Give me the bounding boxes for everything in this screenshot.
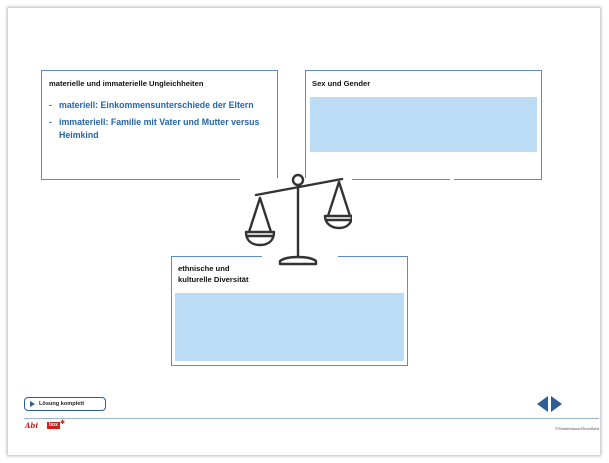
inequality-list — [49, 99, 270, 141]
list-item: - materiell: Einkommensunterschiede der Eltern — [49, 100, 254, 111]
diversity-title: ethnische und kulturelle Diversität — [178, 264, 249, 285]
border-gap — [450, 178, 454, 181]
inequality-title: materielle und immaterielle Ungleichheiten — [49, 79, 204, 88]
arrow-left-icon[interactable] — [536, 396, 548, 412]
logo-badge: box — [49, 422, 58, 428]
play-icon — [30, 401, 35, 407]
logo: Abi — [25, 421, 38, 430]
list-item: - immateriell: Familie mit Vater und Mutter versus Heimkind — [49, 117, 260, 140]
arrow-right-icon[interactable] — [551, 396, 563, 412]
star-icon: ✱ — [60, 420, 66, 426]
navigation — [536, 396, 563, 412]
footer-divider — [24, 418, 599, 419]
image-credit: ©Shutterstock/Ricchflaht — [555, 426, 599, 431]
sex-gender-title: Sex und Gender — [312, 79, 371, 88]
sex-gender-answer-field[interactable] — [310, 97, 537, 152]
diversity-answer-field[interactable] — [175, 293, 404, 361]
solution-button[interactable]: Lösung komplett — [24, 397, 106, 411]
balance-scale-icon — [232, 164, 352, 274]
